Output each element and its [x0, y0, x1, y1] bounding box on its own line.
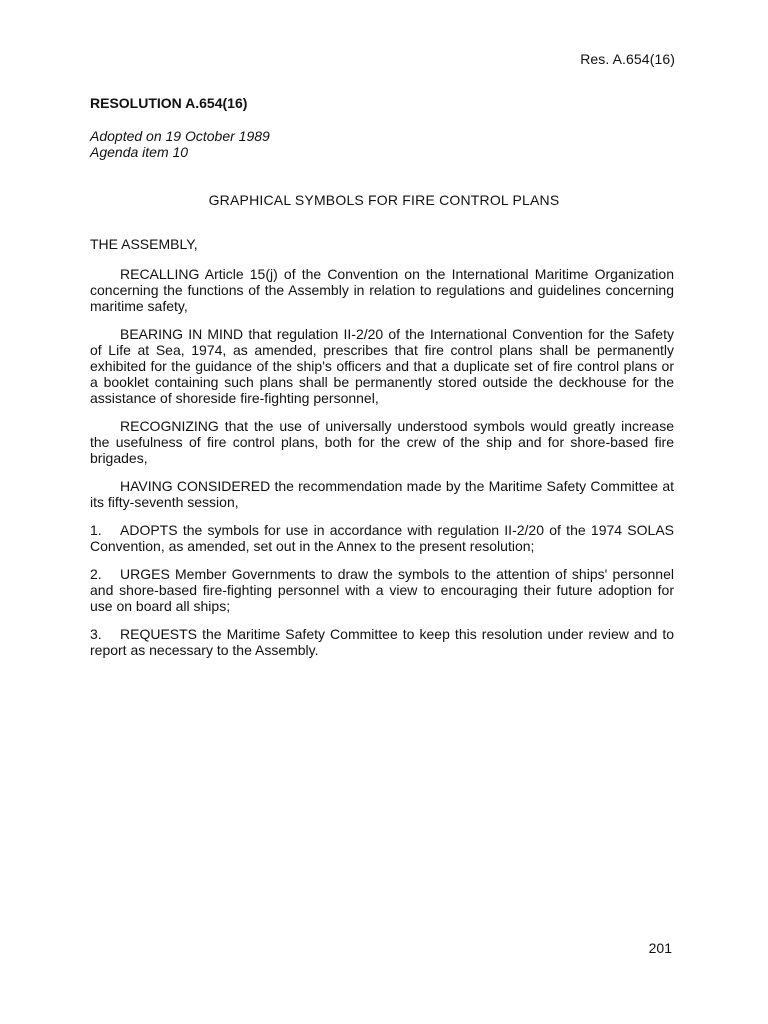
item-number: 1.	[90, 522, 102, 538]
item-text: REQUESTS the Maritime Safety Committee to keep this resolution under review and to report as necessary to the Assembly.	[90, 626, 674, 658]
operative-item-2	[90, 566, 674, 614]
item-number: 2.	[90, 566, 102, 582]
operative-item-1	[90, 522, 674, 554]
item-text: URGES Member Governments to draw the symbols to the attention of ships' personnel and shore-based fire-fighting personnel with a view to encouraging their future adoption for use on board all ships;	[90, 566, 674, 614]
item-text: ADOPTS the symbols for use in accordance with regulation II-2/20 of the 1974 SOLAS Convention, as amended, set out in the Annex to the present resolution;	[90, 522, 674, 554]
page-number: 201	[648, 940, 672, 956]
adopted-date: Adopted on 19 October 1989	[90, 128, 270, 144]
bearing-paragraph: BEARING IN MIND that regulation II-2/20 of the International Convention for the Safety of Life at Sea, 1974, as amended, prescribes that fire control plans shall be permanently exhibited for the guidance of the ship's officers and that a duplicate set of fire control plans or a booklet containing such plans shall be permanently stored outside the deckhouse for the assistance of shoreside fire-fighting personnel,	[90, 326, 674, 406]
recognizing-paragraph: RECOGNIZING that the use of universally understood symbols would greatly increase the usefulness of fire control plans, both for the crew of the ship and for shore-based fire brigades,	[90, 418, 674, 466]
adoption-info	[90, 128, 270, 160]
document-title: GRAPHICAL SYMBOLS FOR FIRE CONTROL PLANS	[208, 192, 560, 208]
recalling-paragraph: RECALLING Article 15(j) of the Convention on the International Maritime Organization concerning the functions of the Assembly in relation to regulations and guidelines concerning maritime safety,	[90, 266, 674, 314]
operative-item-3	[90, 626, 674, 658]
running-head: Res. A.654(16)	[580, 51, 675, 67]
resolution-number: RESOLUTION A.654(16)	[90, 95, 248, 111]
having-paragraph: HAVING CONSIDERED the recommendation made by the Maritime Safety Committee at its fifty-seventh session,	[90, 478, 674, 510]
item-number: 3.	[90, 626, 102, 642]
resolution-body	[90, 236, 674, 670]
assembly-line: THE ASSEMBLY,	[90, 236, 198, 252]
agenda-item: Agenda item 10	[90, 144, 189, 160]
